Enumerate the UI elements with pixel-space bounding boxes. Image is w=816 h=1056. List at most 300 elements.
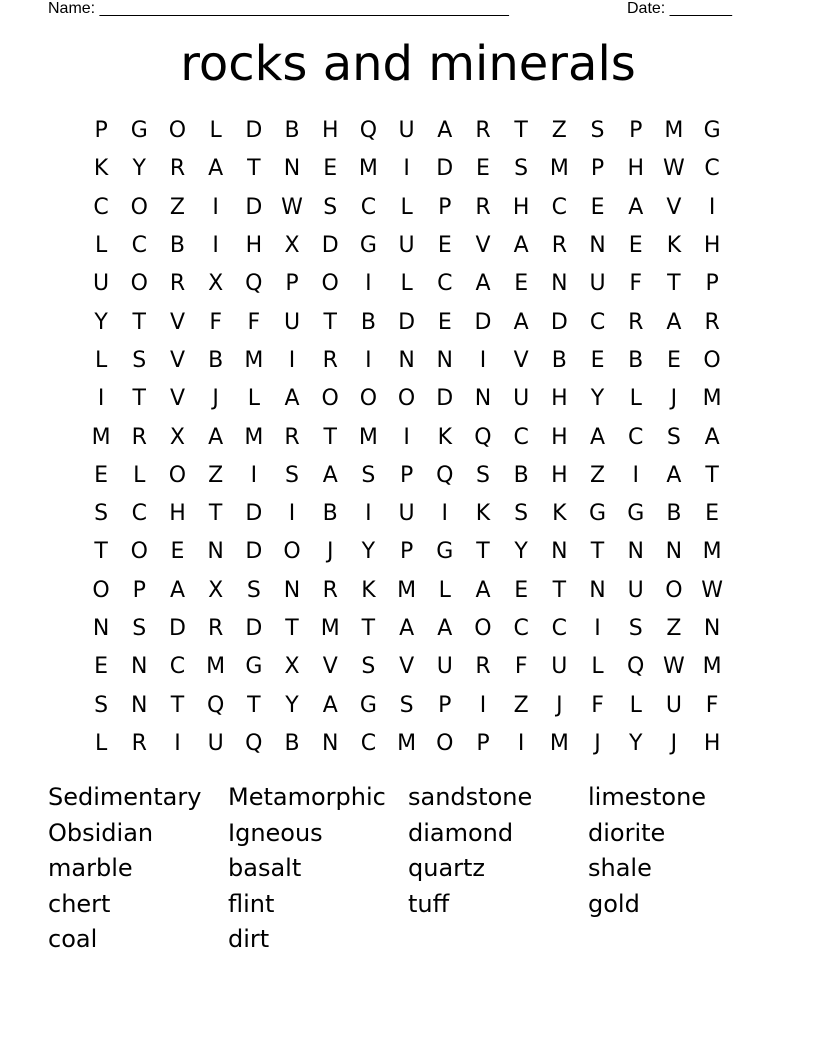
grid-letter[interactable]: B (513, 462, 529, 488)
grid-letter[interactable]: K (361, 577, 376, 603)
grid-letter[interactable]: U (93, 271, 110, 297)
grid-letter[interactable]: B (322, 501, 338, 527)
grid-letter[interactable]: A (208, 424, 224, 450)
grid-letter[interactable]: A (513, 233, 529, 259)
grid-letter[interactable]: Y (590, 386, 605, 412)
grid-letter[interactable]: Q (245, 730, 263, 756)
grid-letter[interactable]: T (514, 118, 528, 144)
grid-letter[interactable]: U (665, 692, 682, 718)
word-bank-item: shale (588, 854, 652, 883)
grid-letter[interactable]: T (132, 386, 146, 412)
grid-letter[interactable]: O (130, 271, 148, 297)
grid-letter[interactable]: R (628, 309, 644, 335)
grid-letter[interactable]: F (209, 309, 222, 335)
grid-letter[interactable]: O (474, 616, 492, 641)
grid-letter[interactable]: C (131, 501, 147, 527)
grid-letter[interactable]: L (247, 386, 260, 412)
grid-letter[interactable]: N (283, 577, 301, 603)
grid-letter[interactable]: T (170, 692, 185, 718)
grid-letter[interactable]: I (632, 462, 639, 488)
grid-letter[interactable]: R (131, 424, 147, 450)
grid-letter[interactable]: L (94, 347, 108, 373)
grid-letter[interactable]: Q (627, 654, 645, 680)
grid-letter[interactable]: Z (551, 118, 567, 144)
grid-letter[interactable]: U (551, 654, 568, 680)
grid-letter[interactable]: C (551, 194, 568, 220)
grid-letter[interactable]: P (285, 271, 299, 297)
grid-letter[interactable]: T (247, 156, 261, 182)
grid-letter[interactable]: X (169, 424, 185, 450)
grid-letter[interactable]: I (250, 462, 258, 488)
grid-letter[interactable]: L (400, 194, 413, 220)
grid-letter[interactable]: V (169, 347, 185, 373)
grid-letter[interactable]: D (436, 156, 454, 182)
grid-letter[interactable]: S (361, 462, 376, 488)
grid-letter[interactable]: G (245, 654, 263, 680)
grid-letter[interactable]: V (169, 386, 185, 412)
grid-letter[interactable]: S (323, 194, 338, 220)
grid-letter[interactable]: O (436, 730, 454, 756)
grid-letter[interactable]: F (629, 271, 643, 297)
grid-letter[interactable]: P (438, 692, 452, 718)
grid-letter[interactable]: T (705, 462, 719, 488)
grid-letter[interactable]: N (92, 616, 110, 641)
grid-letter[interactable]: N (131, 654, 148, 680)
grid-letter[interactable]: N (703, 616, 721, 641)
grid-letter[interactable]: R (131, 730, 147, 756)
grid-letter[interactable]: C (704, 156, 720, 182)
grid-letter[interactable]: X (208, 271, 224, 297)
grid-letter[interactable]: R (475, 654, 491, 680)
grid-letter[interactable]: K (475, 501, 491, 527)
grid-letter[interactable]: B (208, 347, 224, 373)
grid-letter[interactable]: M (702, 654, 722, 680)
grid-letter[interactable]: B (284, 118, 300, 144)
grid-letter[interactable]: I (97, 386, 105, 412)
grid-letter[interactable]: A (437, 118, 453, 144)
grid-letter[interactable]: J (670, 386, 678, 412)
grid-letter[interactable]: U (436, 654, 453, 680)
grid-letter[interactable]: E (476, 156, 490, 182)
grid-letter[interactable]: P (399, 539, 414, 565)
grid-letter[interactable]: D (436, 386, 454, 412)
grid-letter[interactable]: L (438, 577, 451, 603)
grid-letter[interactable]: I (288, 501, 296, 527)
grid-letter[interactable]: Q (359, 118, 378, 144)
grid-letter[interactable]: O (130, 539, 148, 565)
grid-letter[interactable]: V (169, 309, 185, 335)
grid-letter[interactable]: R (475, 118, 491, 144)
grid-letter[interactable]: D (398, 309, 416, 335)
grid-letter[interactable]: R (551, 233, 567, 259)
grid-letter[interactable]: U (398, 501, 415, 527)
grid-letter[interactable]: N (665, 539, 683, 565)
grid-letter[interactable]: D (245, 118, 263, 144)
grid-letter[interactable]: A (628, 194, 644, 220)
grid-letter[interactable]: D (245, 501, 263, 527)
grid-letter[interactable]: B (551, 347, 567, 373)
grid-letter[interactable]: G (627, 501, 645, 527)
grid-letter[interactable]: N (207, 539, 224, 565)
grid-letter[interactable]: M (206, 654, 226, 680)
grid-letter[interactable]: E (94, 462, 109, 488)
grid-letter[interactable]: E (323, 156, 338, 182)
grid-letter[interactable]: K (93, 156, 109, 182)
grid-letter[interactable]: N (321, 730, 339, 756)
grid-letter[interactable]: W (701, 577, 723, 603)
grid-letter[interactable]: L (629, 692, 642, 718)
grid-letter[interactable]: C (628, 424, 644, 450)
grid-letter[interactable]: J (212, 386, 219, 412)
grid-letter[interactable]: S (514, 501, 529, 527)
grid-letter[interactable]: M (549, 156, 569, 182)
grid-letter[interactable]: T (361, 616, 376, 641)
grid-letter[interactable]: M (320, 616, 340, 641)
grid-letter[interactable]: J (556, 692, 563, 718)
grid-letter[interactable]: R (169, 271, 186, 297)
grid-letter[interactable]: W (663, 654, 685, 680)
grid-letter[interactable]: T (323, 309, 337, 335)
grid-letter[interactable]: L (591, 654, 604, 680)
grid-letter[interactable]: M (702, 539, 722, 565)
grid-letter[interactable]: C (360, 730, 377, 756)
grid-letter[interactable]: S (361, 654, 376, 680)
grid-letter[interactable]: B (284, 730, 300, 756)
grid-letter[interactable]: T (208, 501, 223, 527)
grid-letter[interactable]: L (133, 462, 146, 488)
grid-letter[interactable]: U (589, 271, 606, 297)
grid-letter[interactable]: B (360, 309, 376, 335)
grid-letter[interactable]: E (590, 347, 605, 373)
grid-letter[interactable]: N (474, 386, 492, 412)
grid-letter[interactable]: C (589, 309, 606, 335)
grid-letter[interactable]: L (400, 271, 413, 297)
grid-letter[interactable]: U (513, 386, 530, 412)
grid-letter[interactable]: N (131, 692, 148, 718)
grid-letter[interactable]: T (476, 539, 490, 565)
grid-letter[interactable]: C (93, 194, 109, 220)
grid-letter[interactable]: A (322, 462, 338, 488)
grid-letter[interactable]: L (629, 386, 642, 412)
grid-letter[interactable]: P (132, 577, 146, 603)
grid-letter[interactable]: E (590, 194, 605, 220)
grid-letter[interactable]: K (666, 233, 682, 259)
grid-letter[interactable]: G (359, 233, 377, 259)
grid-letter[interactable]: I (441, 501, 449, 527)
grid-letter[interactable]: S (132, 347, 147, 373)
grid-letter[interactable]: H (551, 424, 568, 450)
grid-letter[interactable]: G (436, 539, 454, 565)
grid-letter[interactable]: J (594, 730, 601, 756)
grid-letter[interactable]: E (437, 309, 452, 335)
grid-letter[interactable]: R (322, 347, 338, 373)
word-bank-item: tuff (408, 889, 450, 918)
grid-letter[interactable]: S (285, 462, 300, 488)
grid-letter[interactable]: T (94, 539, 108, 565)
grid-letter[interactable]: A (284, 386, 300, 412)
grid-letter[interactable]: F (591, 692, 604, 718)
grid-letter[interactable]: M (244, 347, 264, 373)
grid-letter[interactable]: N (627, 539, 644, 565)
grid-letter[interactable]: U (398, 118, 415, 144)
grid-letter[interactable]: I (365, 347, 372, 373)
grid-letter[interactable]: E (94, 654, 109, 680)
grid-letter[interactable]: M (702, 386, 722, 412)
grid-letter[interactable]: Y (628, 730, 643, 756)
grid-letter[interactable]: P (476, 730, 490, 756)
grid-letter[interactable]: M (358, 156, 378, 182)
grid-letter[interactable]: U (207, 730, 224, 756)
grid-letter[interactable]: X (284, 233, 300, 259)
grid-letter[interactable]: C (131, 233, 147, 259)
grid-letter[interactable]: R (208, 616, 224, 641)
grid-letter[interactable]: X (208, 577, 224, 603)
grid-letter[interactable]: D (245, 194, 263, 220)
grid-letter[interactable]: U (627, 577, 644, 603)
grid-letter[interactable]: C (437, 271, 453, 297)
grid-letter[interactable]: C (513, 616, 529, 641)
grid-letter[interactable]: H (627, 156, 644, 182)
grid-letter[interactable]: D (168, 616, 186, 641)
grid-letter[interactable]: A (169, 577, 185, 603)
grid-letter[interactable]: U (398, 233, 415, 259)
grid-letter[interactable]: P (629, 118, 643, 144)
grid-letter[interactable]: Y (132, 156, 146, 182)
grid-letter[interactable]: O (283, 539, 301, 565)
grid-letter[interactable]: T (590, 539, 605, 565)
grid-letter[interactable]: I (403, 424, 410, 450)
grid-letter[interactable]: N (398, 347, 415, 373)
grid-letter[interactable]: H (169, 501, 186, 527)
grid-letter[interactable]: T (132, 309, 146, 335)
grid-letter[interactable]: H (321, 118, 339, 144)
date-field-label[interactable]: Date: _______ (627, 0, 732, 17)
grid-letter[interactable]: G (703, 118, 721, 144)
grid-letter[interactable]: L (94, 730, 108, 756)
grid-letter[interactable]: G (359, 692, 377, 718)
grid-letter[interactable]: P (705, 271, 719, 297)
grid-letter[interactable]: S (94, 501, 109, 527)
grid-letter[interactable]: J (670, 730, 678, 756)
grid-letter[interactable]: P (94, 118, 108, 144)
grid-letter[interactable]: O (92, 577, 110, 603)
grid-letter[interactable]: S (132, 616, 147, 641)
grid-row (82, 457, 732, 495)
grid-letter[interactable]: T (667, 271, 681, 297)
grid-letter[interactable]: P (590, 156, 605, 182)
grid-letter[interactable]: V (475, 233, 491, 259)
grid-letter[interactable]: H (703, 233, 721, 259)
grid-letter[interactable]: G (130, 118, 148, 144)
grid-letter[interactable]: Q (436, 462, 454, 488)
grid-letter[interactable]: N (589, 577, 606, 603)
grid-letter[interactable]: R (284, 424, 300, 450)
grid-letter[interactable]: D (474, 309, 492, 335)
grid-letter[interactable]: R (475, 194, 491, 220)
grid-letter[interactable]: A (666, 462, 682, 488)
grid-letter[interactable]: E (514, 577, 529, 603)
grid-letter[interactable]: S (514, 156, 529, 182)
grid-letter[interactable]: M (549, 730, 569, 756)
grid-letter[interactable]: O (168, 462, 187, 488)
grid-letter[interactable]: T (552, 577, 567, 603)
grid-letter[interactable]: J (326, 539, 334, 565)
grid-letter[interactable]: A (208, 156, 224, 182)
grid-letter[interactable]: I (174, 730, 181, 756)
grid-letter[interactable]: Y (94, 309, 108, 335)
grid-letter[interactable]: D (550, 309, 568, 335)
grid-letter[interactable]: B (666, 501, 682, 527)
grid-letter[interactable]: N (551, 539, 568, 565)
grid-letter[interactable]: M (397, 730, 417, 756)
grid-letter[interactable]: V (322, 654, 338, 680)
grid-letter[interactable]: W (281, 194, 303, 220)
grid-letter[interactable]: L (94, 233, 108, 259)
grid-letter[interactable]: O (321, 271, 339, 297)
grid-letter[interactable]: H (551, 462, 568, 488)
grid-letter[interactable]: K (552, 501, 567, 527)
grid-letter[interactable]: U (283, 309, 301, 335)
grid-letter[interactable]: S (475, 462, 490, 488)
grid-letter[interactable]: D (245, 539, 263, 565)
grid-letter[interactable]: I (288, 347, 296, 373)
grid-letter[interactable]: X (284, 654, 300, 680)
word-bank-row (48, 851, 768, 887)
grid-letter[interactable]: T (285, 616, 299, 641)
grid-letter[interactable]: W (663, 156, 685, 182)
grid-letter[interactable]: Q (474, 424, 492, 450)
grid-letter[interactable]: S (399, 692, 414, 718)
grid-letter[interactable]: Q (206, 692, 225, 718)
grid-letter[interactable]: O (130, 194, 148, 220)
grid-letter[interactable]: A (666, 309, 682, 335)
grid-letter[interactable]: P (438, 194, 452, 220)
grid-letter[interactable]: C (551, 616, 568, 641)
grid-letter[interactable]: S (94, 692, 109, 718)
grid-letter[interactable]: T (323, 424, 337, 450)
grid-letter[interactable]: Y (285, 692, 299, 718)
grid-letter[interactable]: Z (169, 194, 185, 220)
grid-letter[interactable]: N (283, 156, 301, 182)
grid-letter[interactable]: H (703, 730, 721, 756)
word-bank-item: marble (48, 854, 133, 883)
grid-letter[interactable]: D (321, 233, 339, 259)
grid-letter[interactable]: K (437, 424, 452, 450)
grid-letter[interactable]: I (365, 501, 372, 527)
grid-letter[interactable]: F (514, 654, 528, 680)
grid-letter[interactable]: A (513, 309, 529, 335)
grid-letter[interactable]: S (628, 616, 643, 641)
grid-letter[interactable]: O (321, 386, 339, 412)
word-bank (48, 780, 768, 958)
grid-letter[interactable]: S (246, 577, 261, 603)
grid-letter[interactable]: B (628, 347, 644, 373)
name-field-label[interactable]: Name: ______________________________________________ (48, 0, 509, 17)
grid-letter[interactable]: M (244, 424, 264, 450)
grid-letter[interactable]: C (360, 194, 377, 220)
grid-letter[interactable]: I (594, 616, 601, 641)
grid-letter[interactable]: E (666, 347, 681, 373)
grid-letter[interactable]: Z (513, 692, 529, 718)
grid-letter[interactable]: S (590, 118, 605, 144)
grid-letter[interactable]: Q (245, 271, 263, 297)
grid-letter[interactable]: E (170, 539, 185, 565)
grid-letter[interactable]: F (705, 692, 719, 718)
grid-letter[interactable]: E (705, 501, 720, 527)
grid-letter[interactable]: R (704, 309, 720, 335)
grid-letter[interactable]: A (590, 424, 606, 450)
grid-letter[interactable]: Y (361, 539, 376, 565)
grid-letter[interactable]: V (513, 347, 529, 373)
grid-letter[interactable]: E (514, 271, 529, 297)
grid-letter[interactable]: V (399, 654, 415, 680)
grid-letter[interactable]: I (212, 194, 219, 220)
grid-letter[interactable]: H (245, 233, 263, 259)
grid-letter[interactable]: O (703, 347, 721, 373)
grid-letter[interactable]: I (403, 156, 410, 182)
grid-letter[interactable]: Y (514, 539, 528, 565)
grid-letter[interactable]: I (479, 692, 487, 718)
grid-letter[interactable]: R (169, 156, 186, 182)
grid-letter[interactable]: N (436, 347, 454, 373)
grid-letter[interactable]: B (169, 233, 186, 259)
grid-letter[interactable]: A (475, 271, 491, 297)
grid-letter[interactable]: M (358, 424, 378, 450)
grid-letter[interactable]: M (397, 577, 417, 603)
grid-row (82, 495, 732, 533)
grid-letter[interactable]: N (589, 233, 606, 259)
grid-letter[interactable]: Z (666, 616, 682, 641)
grid-letter[interactable]: A (399, 616, 415, 641)
grid-letter[interactable]: A (475, 577, 491, 603)
grid-letter[interactable]: O (665, 577, 683, 603)
grid-letter[interactable]: N (551, 271, 568, 297)
grid-letter[interactable]: C (169, 654, 186, 680)
grid-letter[interactable]: A (437, 616, 453, 641)
grid-letter[interactable]: E (437, 233, 452, 259)
grid-letter[interactable]: O (397, 386, 416, 412)
grid-letter[interactable]: E (628, 233, 643, 259)
grid-letter[interactable]: H (551, 386, 568, 412)
grid-letter[interactable]: R (322, 577, 338, 603)
grid-letter[interactable]: I (365, 271, 372, 297)
grid-letter[interactable]: T (247, 692, 261, 718)
grid-letter[interactable]: I (517, 730, 525, 756)
grid-letter[interactable]: L (209, 118, 222, 144)
grid-letter[interactable]: M (91, 424, 111, 450)
word-bank-item: coal (48, 925, 98, 954)
grid-letter[interactable]: O (359, 386, 378, 412)
grid-letter[interactable]: O (168, 118, 187, 144)
grid-letter[interactable]: A (704, 424, 720, 450)
grid-letter[interactable]: D (245, 616, 263, 641)
grid-letter[interactable]: I (479, 347, 487, 373)
grid-letter[interactable]: I (212, 233, 219, 259)
grid-letter[interactable]: I (708, 194, 716, 220)
grid-letter[interactable]: A (322, 692, 338, 718)
grid-letter[interactable]: Z (589, 462, 606, 488)
grid-letter[interactable]: C (513, 424, 529, 450)
grid-letter[interactable]: V (666, 194, 682, 220)
grid-letter[interactable]: F (247, 309, 261, 335)
grid-letter[interactable]: M (664, 118, 684, 144)
grid-letter[interactable]: G (589, 501, 607, 527)
grid-letter[interactable]: P (399, 462, 414, 488)
grid-row (82, 380, 732, 418)
grid-letter[interactable]: Z (208, 462, 224, 488)
grid-letter[interactable]: S (666, 424, 681, 450)
grid-letter[interactable]: H (512, 194, 530, 220)
